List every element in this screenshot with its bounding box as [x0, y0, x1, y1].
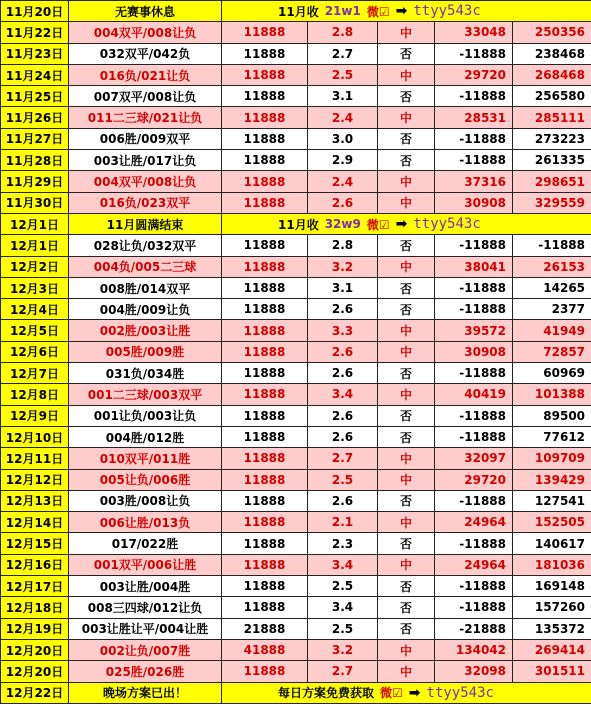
header-summary	[222, 3, 591, 20]
header-summary	[222, 216, 591, 233]
wechat-label: 微☑	[367, 3, 390, 20]
row-stake: 11888	[222, 341, 308, 362]
row-date: 12月19日	[1, 618, 69, 639]
row-total: 273223	[513, 128, 591, 149]
row-result: 否	[378, 299, 435, 320]
row-total: 135372	[513, 618, 591, 639]
table-row	[1, 490, 591, 511]
row-pick: 005胜/009胜	[69, 341, 222, 362]
row-date: 12月8日	[1, 384, 69, 405]
row-total: 72857	[513, 341, 591, 362]
row-date: 12月2日	[1, 256, 69, 277]
table-row	[1, 64, 591, 85]
row-pick: 004负/005二三球	[69, 256, 222, 277]
row-result: 否	[378, 277, 435, 298]
header-row-november	[1, 1, 591, 22]
row-total: 169148	[513, 576, 591, 597]
row-odds: 2.6	[308, 341, 378, 362]
header-note: 无赛事休息	[69, 1, 222, 22]
row-profit: 32097	[435, 448, 513, 469]
row-date: 11月23日	[1, 43, 69, 64]
row-profit: 33048	[435, 22, 513, 43]
row-total: 60969	[513, 363, 591, 384]
row-odds: 2.6	[308, 192, 378, 213]
row-result: 中	[378, 64, 435, 85]
row-odds: 2.6	[308, 426, 378, 447]
row-pick: 011二三球/021让负	[69, 107, 222, 128]
row-profit: 32098	[435, 661, 513, 682]
row-result: 否	[378, 490, 435, 511]
table-row	[1, 43, 591, 64]
row-total: 139429	[513, 469, 591, 490]
row-result: 中	[378, 639, 435, 660]
results-table-body	[1, 1, 591, 704]
row-total: 101388	[513, 384, 591, 405]
row-profit: 39572	[435, 320, 513, 341]
row-stake: 11888	[222, 426, 308, 447]
row-pick: 031负/034胜	[69, 363, 222, 384]
row-profit: -11888	[435, 86, 513, 107]
row-pick: 002胜/003让胜	[69, 320, 222, 341]
row-pick: 006让胜/013负	[69, 512, 222, 533]
row-total: 41949	[513, 320, 591, 341]
row-profit: -11888	[435, 299, 513, 320]
summary-label: 11月收	[278, 216, 319, 233]
row-date: 12月16日	[1, 554, 69, 575]
row-total: 127541	[513, 490, 591, 511]
row-stake: 11888	[222, 107, 308, 128]
row-date: 12月18日	[1, 597, 69, 618]
row-odds: 3.2	[308, 639, 378, 660]
row-date: 12月14日	[1, 512, 69, 533]
row-odds: 2.6	[308, 363, 378, 384]
table-row	[1, 363, 591, 384]
row-date: 11月28日	[1, 150, 69, 171]
row-total: 301511	[513, 661, 591, 682]
row-total: 181036	[513, 554, 591, 575]
row-date: 12月3日	[1, 277, 69, 298]
table-row	[1, 192, 591, 213]
row-profit: 37316	[435, 171, 513, 192]
row-result: 中	[378, 171, 435, 192]
row-odds: 2.8	[308, 235, 378, 256]
row-stake: 11888	[222, 43, 308, 64]
row-odds: 3.4	[308, 384, 378, 405]
table-row	[1, 405, 591, 426]
row-odds: 2.4	[308, 171, 378, 192]
row-pick: 028让负/032双平	[69, 235, 222, 256]
row-stake: 11888	[222, 22, 308, 43]
row-pick: 016负/021让负	[69, 64, 222, 85]
row-total: 157260	[513, 597, 591, 618]
row-odds: 3.2	[308, 256, 378, 277]
row-profit: 134042	[435, 639, 513, 660]
row-date: 11月27日	[1, 128, 69, 149]
row-odds: 3.0	[308, 128, 378, 149]
wechat-handle[interactable]: ttyy543c	[413, 216, 480, 232]
row-stake: 11888	[222, 299, 308, 320]
row-stake: 11888	[222, 86, 308, 107]
summary-code: 21w1	[325, 4, 361, 18]
row-profit: -11888	[435, 277, 513, 298]
table-row	[1, 597, 591, 618]
table-row	[1, 554, 591, 575]
row-profit: -11888	[435, 426, 513, 447]
row-total: 256580	[513, 86, 591, 107]
row-stake: 11888	[222, 490, 308, 511]
row-total: 238468	[513, 43, 591, 64]
row-profit: -11888	[435, 405, 513, 426]
row-stake: 11888	[222, 661, 308, 682]
table-row	[1, 341, 591, 362]
header-summary-cell	[222, 1, 591, 22]
right-arrow-icon: ➡	[409, 685, 421, 701]
row-total: 285111	[513, 107, 591, 128]
row-stake: 11888	[222, 554, 308, 575]
row-pick: 006胜/009双平	[69, 128, 222, 149]
table-row	[1, 128, 591, 149]
row-odds: 2.8	[308, 22, 378, 43]
wechat-label: 微☑	[380, 684, 403, 701]
row-pick: 003让胜让平/004让胜	[69, 618, 222, 639]
row-odds: 3.4	[308, 554, 378, 575]
row-total: 329559	[513, 192, 591, 213]
row-date: 12月12日	[1, 469, 69, 490]
row-result: 否	[378, 405, 435, 426]
footer-text: 每日方案免费获取	[278, 684, 374, 701]
table-row	[1, 277, 591, 298]
table-row	[1, 299, 591, 320]
row-pick: 004胜/009让负	[69, 299, 222, 320]
row-date: 11月25日	[1, 86, 69, 107]
row-stake: 41888	[222, 639, 308, 660]
row-pick: 001让负/003让负	[69, 405, 222, 426]
row-pick: 001双平/006让胜	[69, 554, 222, 575]
row-date: 12月4日	[1, 299, 69, 320]
table-row	[1, 661, 591, 682]
row-profit: -11888	[435, 235, 513, 256]
row-profit: -11888	[435, 43, 513, 64]
row-profit: 24964	[435, 554, 513, 575]
row-result: 否	[378, 576, 435, 597]
row-profit: 40419	[435, 384, 513, 405]
row-profit: -11888	[435, 128, 513, 149]
row-result: 否	[378, 426, 435, 447]
row-profit: 38041	[435, 256, 513, 277]
row-odds: 2.7	[308, 43, 378, 64]
row-result: 否	[378, 128, 435, 149]
row-result: 否	[378, 150, 435, 171]
header-date: 12月1日	[1, 213, 69, 234]
table-row	[1, 448, 591, 469]
table-row	[1, 107, 591, 128]
table-row	[1, 150, 591, 171]
table-row	[1, 320, 591, 341]
row-stake: 11888	[222, 192, 308, 213]
row-profit: 29720	[435, 64, 513, 85]
row-total: 2377	[513, 299, 591, 320]
row-odds: 3.4	[308, 597, 378, 618]
table-row	[1, 384, 591, 405]
row-pick: 010双平/011胜	[69, 448, 222, 469]
row-date: 12月5日	[1, 320, 69, 341]
row-pick: 004胜/012胜	[69, 426, 222, 447]
row-stake: 11888	[222, 320, 308, 341]
row-stake: 11888	[222, 384, 308, 405]
row-stake: 11888	[222, 235, 308, 256]
row-result: 中	[378, 384, 435, 405]
row-profit: -11888	[435, 576, 513, 597]
row-pick: 017/022胜	[69, 533, 222, 554]
row-profit: -11888	[435, 363, 513, 384]
row-result: 否	[378, 43, 435, 64]
row-stake: 21888	[222, 618, 308, 639]
table-row	[1, 512, 591, 533]
row-pick: 025胜/026胜	[69, 661, 222, 682]
row-stake: 11888	[222, 512, 308, 533]
row-odds: 2.6	[308, 490, 378, 511]
row-result: 中	[378, 469, 435, 490]
row-result: 否	[378, 235, 435, 256]
footer-summary	[222, 684, 591, 701]
row-total: 298651	[513, 171, 591, 192]
row-total: 268468	[513, 64, 591, 85]
row-profit: 29720	[435, 469, 513, 490]
row-total: 261335	[513, 150, 591, 171]
row-result: 中	[378, 107, 435, 128]
row-odds: 2.4	[308, 107, 378, 128]
row-pick: 002让负/007胜	[69, 639, 222, 660]
row-odds: 3.3	[308, 320, 378, 341]
row-result: 否	[378, 533, 435, 554]
row-total: 269414	[513, 639, 591, 660]
row-date: 12月10日	[1, 426, 69, 447]
row-profit: -11888	[435, 597, 513, 618]
row-stake: 11888	[222, 405, 308, 426]
row-stake: 11888	[222, 469, 308, 490]
row-stake: 11888	[222, 533, 308, 554]
row-result: 中	[378, 554, 435, 575]
header-note: 11月圆满结束	[69, 213, 222, 234]
table-row	[1, 533, 591, 554]
row-date: 12月11日	[1, 448, 69, 469]
row-profit: -21888	[435, 618, 513, 639]
row-date: 12月9日	[1, 405, 69, 426]
row-pick: 008三四球/012让负	[69, 597, 222, 618]
row-stake: 11888	[222, 597, 308, 618]
row-pick: 004双平/008让负	[69, 171, 222, 192]
row-pick: 007双平/008让负	[69, 86, 222, 107]
row-profit: -11888	[435, 533, 513, 554]
header-row-december	[1, 213, 591, 234]
row-total: -11888	[513, 235, 591, 256]
row-result: 中	[378, 341, 435, 362]
table-row	[1, 22, 591, 43]
row-odds: 2.6	[308, 299, 378, 320]
summary-code: 32w9	[325, 217, 361, 231]
footer-date: 12月22日	[1, 682, 69, 703]
row-odds: 3.1	[308, 86, 378, 107]
row-result: 中	[378, 192, 435, 213]
row-stake: 11888	[222, 277, 308, 298]
row-odds: 2.5	[308, 618, 378, 639]
table-row	[1, 618, 591, 639]
row-total: 14265	[513, 277, 591, 298]
footer-note: 晚场方案已出！	[69, 682, 222, 703]
row-total: 152505	[513, 512, 591, 533]
row-date: 12月17日	[1, 576, 69, 597]
row-date: 12月15日	[1, 533, 69, 554]
row-date: 11月30日	[1, 192, 69, 213]
row-profit: 24964	[435, 512, 513, 533]
wechat-label: 微☑	[367, 216, 390, 233]
row-date: 12月20日	[1, 661, 69, 682]
right-arrow-icon: ➡	[396, 3, 408, 19]
row-total: 109709	[513, 448, 591, 469]
table-row	[1, 86, 591, 107]
row-stake: 11888	[222, 256, 308, 277]
row-odds: 2.7	[308, 448, 378, 469]
footer-row	[1, 682, 591, 703]
row-result: 中	[378, 22, 435, 43]
wechat-handle[interactable]: ttyy543c	[427, 685, 494, 701]
row-odds: 2.5	[308, 64, 378, 85]
row-stake: 11888	[222, 128, 308, 149]
wechat-handle[interactable]: ttyy543c	[413, 3, 480, 19]
row-odds: 2.5	[308, 469, 378, 490]
table-row	[1, 171, 591, 192]
row-date: 12月7日	[1, 363, 69, 384]
row-pick: 003胜/008让负	[69, 490, 222, 511]
header-date: 11月20日	[1, 1, 69, 22]
row-total: 250356	[513, 22, 591, 43]
row-date: 11月22日	[1, 22, 69, 43]
row-odds: 2.5	[308, 576, 378, 597]
row-pick: 004双平/008让负	[69, 22, 222, 43]
row-total: 89500	[513, 405, 591, 426]
table-row	[1, 639, 591, 660]
row-stake: 11888	[222, 576, 308, 597]
row-pick: 016负/023双平	[69, 192, 222, 213]
row-odds: 2.1	[308, 512, 378, 533]
row-pick: 003让胜/017让负	[69, 150, 222, 171]
row-profit: -11888	[435, 490, 513, 511]
row-stake: 11888	[222, 64, 308, 85]
table-row	[1, 426, 591, 447]
row-date: 11月29日	[1, 171, 69, 192]
row-profit: -11888	[435, 150, 513, 171]
row-date: 11月26日	[1, 107, 69, 128]
row-pick: 032双平/042负	[69, 43, 222, 64]
row-stake: 11888	[222, 150, 308, 171]
row-result: 中	[378, 320, 435, 341]
row-result: 否	[378, 86, 435, 107]
table-row	[1, 576, 591, 597]
table-row	[1, 469, 591, 490]
table-row	[1, 256, 591, 277]
row-result: 中	[378, 661, 435, 682]
row-stake: 11888	[222, 448, 308, 469]
row-result: 否	[378, 363, 435, 384]
row-date: 12月6日	[1, 341, 69, 362]
row-pick: 005让负/006胜	[69, 469, 222, 490]
row-date: 12月1日	[1, 235, 69, 256]
row-result: 否	[378, 618, 435, 639]
row-pick: 001二三球/003双平	[69, 384, 222, 405]
right-arrow-icon: ➡	[396, 216, 408, 232]
header-summary-cell	[222, 213, 591, 234]
row-total: 26153	[513, 256, 591, 277]
row-result: 否	[378, 597, 435, 618]
table-row	[1, 235, 591, 256]
row-total: 140617	[513, 533, 591, 554]
row-odds: 2.7	[308, 661, 378, 682]
row-odds: 2.3	[308, 533, 378, 554]
row-result: 中	[378, 512, 435, 533]
row-result: 中	[378, 256, 435, 277]
row-odds: 3.1	[308, 277, 378, 298]
row-date: 11月24日	[1, 64, 69, 85]
row-odds: 2.6	[308, 405, 378, 426]
row-stake: 11888	[222, 363, 308, 384]
row-pick: 008胜/014双平	[69, 277, 222, 298]
row-stake: 11888	[222, 171, 308, 192]
summary-label: 11月收	[278, 3, 319, 20]
row-pick: 003让胜/004胜	[69, 576, 222, 597]
row-date: 12月13日	[1, 490, 69, 511]
row-profit: 30908	[435, 341, 513, 362]
row-profit: 28531	[435, 107, 513, 128]
row-date: 12月20日	[1, 639, 69, 660]
row-total: 77612	[513, 426, 591, 447]
row-profit: 30908	[435, 192, 513, 213]
row-odds: 2.9	[308, 150, 378, 171]
footer-summary-cell	[222, 682, 591, 703]
row-result: 中	[378, 448, 435, 469]
